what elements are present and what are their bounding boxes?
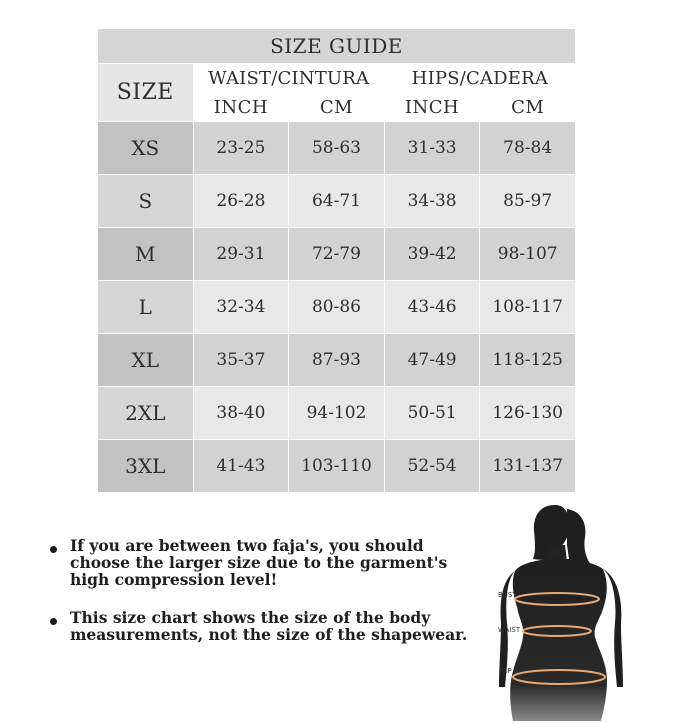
bullet-icon bbox=[50, 546, 57, 553]
waist-cm-cell: 58-63 bbox=[289, 122, 385, 175]
size-cell: 2XL bbox=[98, 387, 194, 440]
waist-cm-cell: 103-110 bbox=[289, 440, 385, 493]
hips-group-header: HIPS/CADERA bbox=[384, 64, 575, 93]
hips-cm-cell: 78-84 bbox=[480, 122, 576, 175]
size-cell: M bbox=[98, 228, 194, 281]
size-column-header: SIZE bbox=[98, 64, 194, 122]
waist-cm-cell: 64-71 bbox=[289, 175, 385, 228]
hips-cm-cell: 85-97 bbox=[480, 175, 576, 228]
bust-label: BUST bbox=[498, 591, 517, 599]
table-row bbox=[98, 175, 576, 228]
hips-cm-cell: 118-125 bbox=[480, 334, 576, 387]
size-notes bbox=[50, 537, 480, 664]
waist-inch-cell: 38-40 bbox=[193, 387, 289, 440]
hips-inch-cell: 39-42 bbox=[384, 228, 480, 281]
table-row bbox=[98, 228, 576, 281]
size-cell: XS bbox=[98, 122, 194, 175]
hips-inch-cell: 34-38 bbox=[384, 175, 480, 228]
waist-cm-cell: 80-86 bbox=[289, 281, 385, 334]
table-row bbox=[98, 440, 576, 493]
waist-cm-cell: 72-79 bbox=[289, 228, 385, 281]
size-cell: S bbox=[98, 175, 194, 228]
waist-inch-cell: 35-37 bbox=[193, 334, 289, 387]
hips-inch-cell: 47-49 bbox=[384, 334, 480, 387]
table-title: SIZE GUIDE bbox=[98, 29, 576, 64]
body-silhouette-icon bbox=[495, 505, 635, 721]
hips-inch-cell: 31-33 bbox=[384, 122, 480, 175]
waist-inch-cell: 32-34 bbox=[193, 281, 289, 334]
waist-inch-cell: 26-28 bbox=[193, 175, 289, 228]
hips-inch-cell: 52-54 bbox=[384, 440, 480, 493]
note-text: This size chart shows the size of the body measurements, not the size of the shapewear. bbox=[70, 608, 468, 644]
note-item bbox=[50, 537, 480, 588]
table-row bbox=[98, 334, 576, 387]
table-row bbox=[98, 122, 576, 175]
waist-inch-header: INCH bbox=[193, 93, 289, 122]
hips-inch-cell: 50-51 bbox=[384, 387, 480, 440]
bullet-icon bbox=[50, 618, 57, 625]
body-measurement-figure bbox=[495, 505, 635, 721]
note-item bbox=[50, 609, 480, 643]
size-guide-table bbox=[97, 28, 576, 493]
waist-label: WAIST bbox=[498, 626, 521, 634]
note-text: If you are between two faja's, you should choose the larger size due to the garment's high compression level! bbox=[70, 536, 448, 589]
waist-cm-header: CM bbox=[289, 93, 385, 122]
size-cell: XL bbox=[98, 334, 194, 387]
hips-cm-cell: 126-130 bbox=[480, 387, 576, 440]
waist-cm-cell: 94-102 bbox=[289, 387, 385, 440]
hips-cm-cell: 98-107 bbox=[480, 228, 576, 281]
size-cell: 3XL bbox=[98, 440, 194, 493]
table-row bbox=[98, 387, 576, 440]
hips-cm-header: CM bbox=[480, 93, 576, 122]
waist-inch-cell: 41-43 bbox=[193, 440, 289, 493]
waist-inch-cell: 23-25 bbox=[193, 122, 289, 175]
hips-cm-cell: 131-137 bbox=[480, 440, 576, 493]
waist-inch-cell: 29-31 bbox=[193, 228, 289, 281]
waist-cm-cell: 87-93 bbox=[289, 334, 385, 387]
table-row bbox=[98, 281, 576, 334]
size-cell: L bbox=[98, 281, 194, 334]
hips-inch-cell: 43-46 bbox=[384, 281, 480, 334]
waist-group-header: WAIST/CINTURA bbox=[193, 64, 384, 93]
hip-label: HIP bbox=[500, 667, 512, 675]
hips-cm-cell: 108-117 bbox=[480, 281, 576, 334]
hips-inch-header: INCH bbox=[384, 93, 480, 122]
